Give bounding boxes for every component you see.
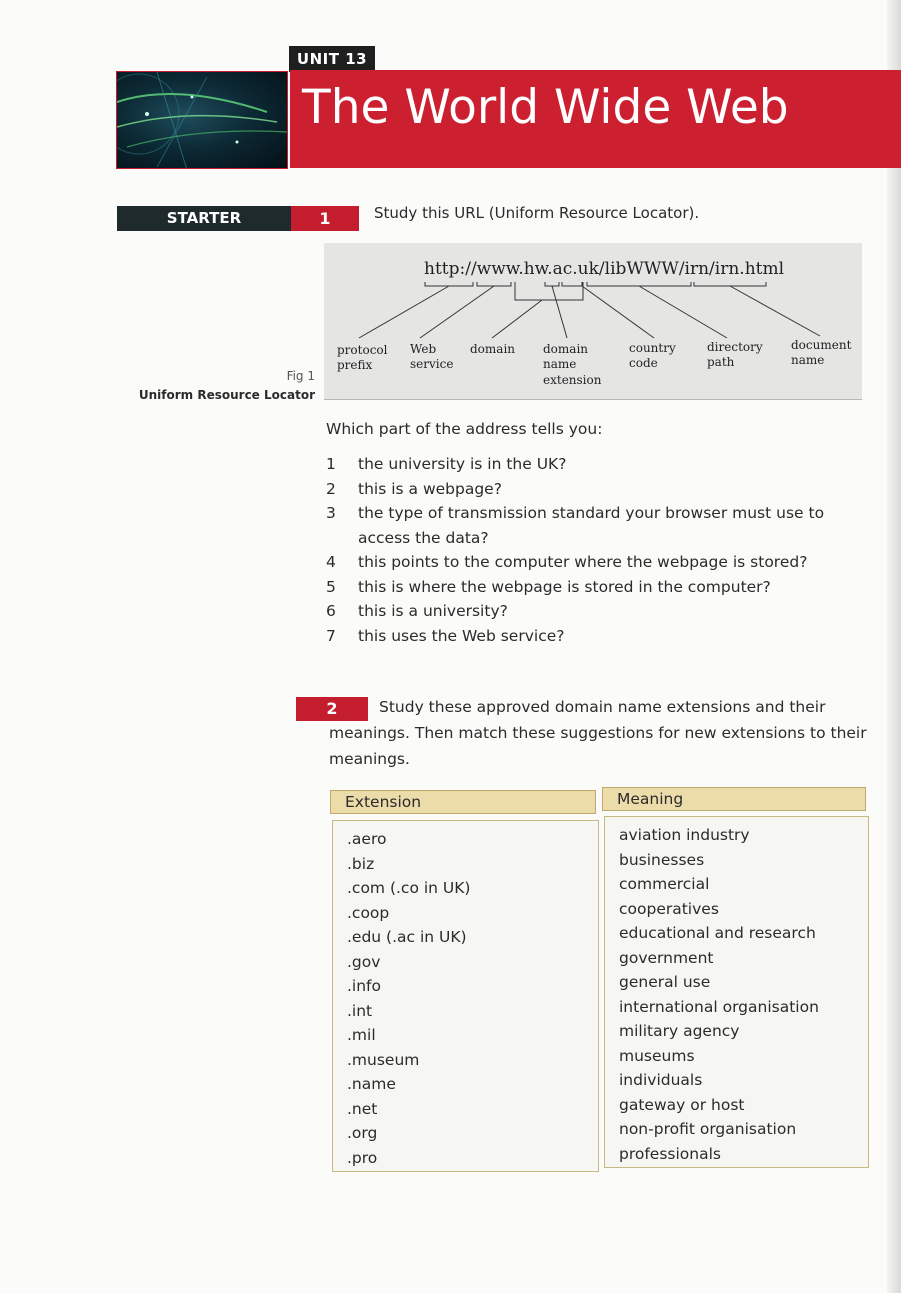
table-cell-extension: .name (347, 1075, 396, 1093)
question-text: this is a university? (358, 602, 508, 620)
table-cell-extension: .mil (347, 1026, 376, 1044)
question-number (326, 526, 358, 551)
question-number: 4 (326, 553, 336, 571)
page-edge (887, 0, 901, 1293)
label-document-name: document name (791, 338, 852, 367)
table-cell-extension: .com (.co in UK) (347, 879, 471, 897)
table-cell-meaning: museums (619, 1046, 695, 1065)
column-header-extension: Extension (330, 790, 596, 814)
table-cell-extension: .museum (347, 1050, 420, 1069)
table-cell-meaning: gateway or host (619, 1095, 745, 1114)
table-cell-meaning: businesses (619, 850, 705, 869)
table-cell-extension: .biz (347, 854, 375, 873)
list-item (326, 452, 846, 477)
table-cell-extension: .int (347, 1001, 373, 1020)
figure-caption (139, 369, 315, 402)
list-item (326, 550, 846, 575)
question-intro: Which part of the address tells you: (326, 420, 603, 438)
table-cell-meaning: individuals (619, 1071, 703, 1089)
list-item (326, 575, 846, 600)
extension-column (332, 820, 599, 1172)
unit-label: UNIT 13 (289, 46, 375, 72)
table-cell-extension: .aero (347, 830, 387, 848)
title-banner (116, 70, 901, 170)
question-text: access the data? (358, 528, 489, 547)
table-cell-extension: .pro (347, 1148, 378, 1167)
question-text: the type of transmission standard your browser must use to (358, 504, 825, 522)
question-text: this is a webpage? (358, 479, 502, 498)
url-text: http://www.hw.ac.uk/libWWW/irn/irn.html (424, 259, 785, 279)
figure-number: Fig 1 (286, 369, 315, 383)
question-number: 7 (326, 626, 336, 645)
starter-strip (117, 206, 359, 231)
table-cell-meaning: international organisation (619, 997, 819, 1016)
question-number: 1 (326, 455, 336, 473)
url-diagram (324, 243, 862, 400)
starter-label: STARTER (117, 206, 291, 231)
task-1-instruction: Study this URL (Uniform Resource Locator). (374, 204, 700, 222)
table-cell-extension: .edu (.ac in UK) (347, 928, 467, 946)
list-item (326, 501, 846, 526)
list-item (326, 526, 846, 551)
table-cell-meaning: government (619, 948, 714, 967)
table-cell-meaning: cooperatives (619, 899, 719, 918)
question-text: the university is in the UK? (358, 455, 567, 473)
task-number-1: 1 (291, 206, 359, 231)
table-cell-meaning: professionals (619, 1144, 721, 1163)
table-cell-extension: .info (347, 977, 381, 995)
label-country-code: country code (629, 341, 676, 370)
table-cell-extension: .org (347, 1124, 378, 1142)
table-cell-meaning: non-profit organisation (619, 1120, 797, 1138)
column-header-meaning: Meaning (602, 787, 866, 811)
question-text: this uses the Web service? (358, 626, 565, 645)
globe-network-image (116, 71, 288, 169)
question-number: 3 (326, 504, 336, 522)
list-item (326, 624, 846, 649)
question-number: 6 (326, 602, 336, 620)
table-cell-meaning: commercial (619, 875, 710, 893)
figure-title: Uniform Resource Locator (138, 388, 315, 402)
meaning-column (604, 816, 869, 1168)
list-item (326, 599, 846, 624)
table-cell-meaning: general use (619, 973, 711, 991)
task-2-instruction: Study these approved domain name extensions and their meanings. Then match these suggestions for new extensions to their meanings. (329, 698, 867, 768)
label-web-service: Web service (410, 342, 454, 371)
table-cell-extension: .coop (347, 903, 390, 922)
question-list (326, 452, 846, 648)
table-cell-extension: .gov (347, 952, 381, 971)
label-protocol-prefix: protocol prefix (337, 343, 388, 372)
question-number: 5 (326, 577, 336, 596)
task-number-2: 2 (296, 697, 368, 721)
page-title: The World Wide Web (302, 80, 789, 135)
list-item (326, 477, 846, 502)
label-domain: domain (470, 342, 516, 356)
label-domain-name-extension: domain name extension (543, 342, 602, 387)
question-text: this is where the webpage is stored in the computer? (358, 577, 771, 596)
table-cell-meaning: aviation industry (619, 826, 750, 844)
question-text: this points to the computer where the webpage is stored? (358, 553, 808, 571)
question-number: 2 (326, 479, 336, 498)
table-cell-meaning: military agency (619, 1022, 740, 1040)
table-cell-extension: .net (347, 1099, 378, 1118)
table-cell-meaning: educational and research (619, 924, 816, 942)
label-directory-path: directory path (707, 340, 763, 369)
